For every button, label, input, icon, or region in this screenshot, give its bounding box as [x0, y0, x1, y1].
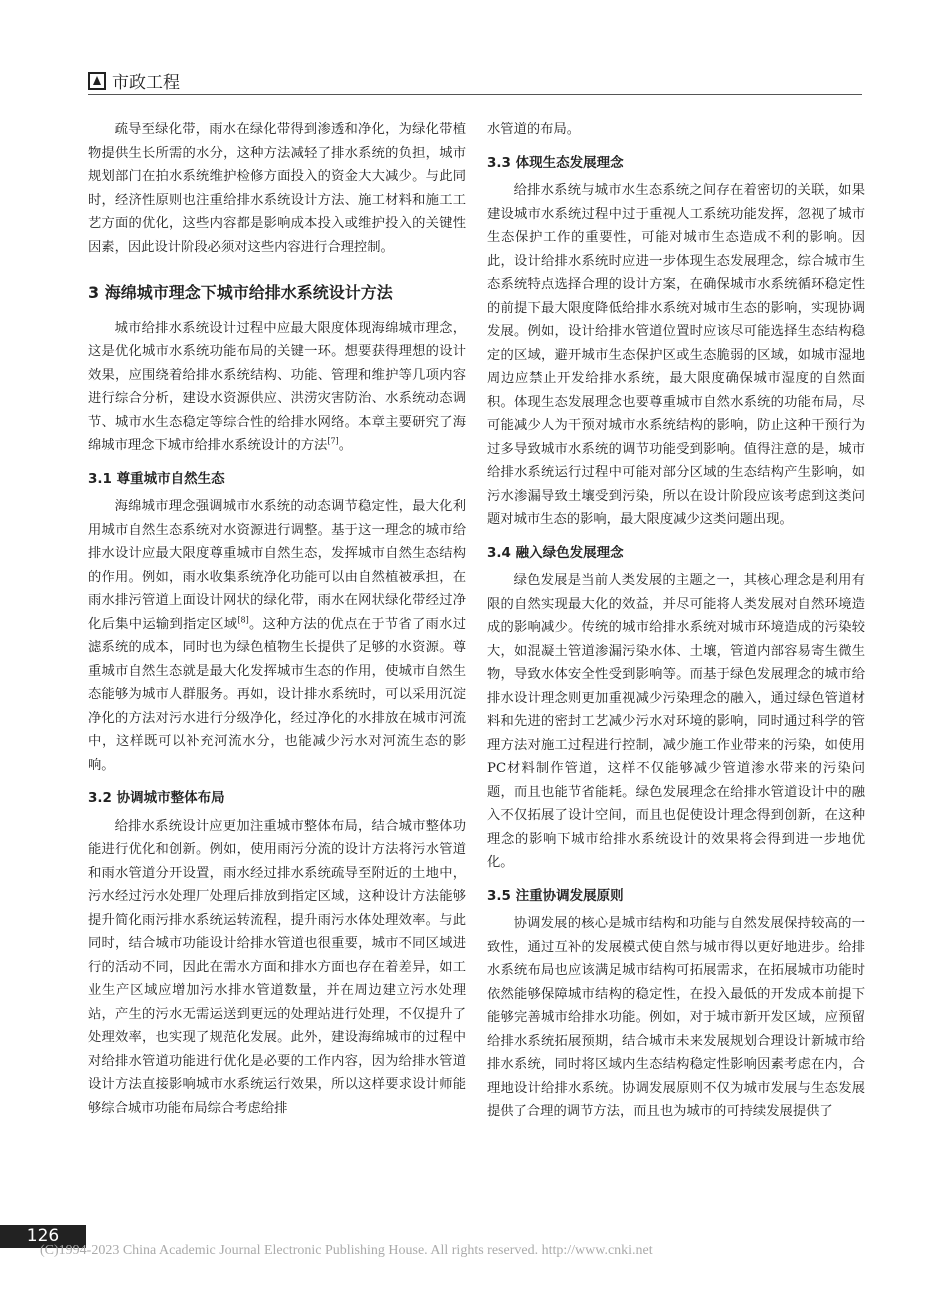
- paragraph: 给排水系统与城市水生态系统之间存在着密切的关联，如果建设城市水系统过程中过于重视人工系统功能发挥，忽视了城市生态保护工作的重要性，可能对城市生态造成不利的影响。因此，设计给排水系统时应进一步体现生态发展理念，综合城市生态系统特点选择合理的设计方案，在确保城市水系统循环稳定性的前提下最大限度降低给排水系统对城市生态的影响，实现协调发展。例如，设计给排水管道位置时应该尽可能选择生态结构稳定的区域，避开城市生态保护区或生态脆弱的区域，如城市湿地周边应禁止开发给排水系统，最大限度确保城市湿度的自然面积。体现生态发展理念也要尊重城市自然水系统的功能布局，尽可能减少人为干预对城市水系统结构的影响，防止这种干预行为过多导致城市水系统的调节功能受到影响。值得注意的是，城市给排水系统运行过程中可能对部分区域的生态结构产生影响，如污水渗漏导致土壤受到污染，所以在设计阶段应该考虑到这类问题对城市生态的影响，最大限度减少这类问题出现。: [487, 183, 865, 527]
- section-heading-3: 3 海绵城市理念下城市给排水系统设计方法: [88, 283, 393, 302]
- running-header: [88, 68, 180, 93]
- journal-logo-icon: [88, 72, 106, 90]
- paragraph: 绿色发展是当前人类发展的主题之一，其核心理念是利用有限的自然实现最大化的效益，并尽可能将人类发展对自然环境造成的影响减少。传统的城市给排水系统对城市环境造成的污染较大，如混凝土管道渗漏污染水体、土壤，管道内部容易寄生微生物，导致水体安全性受到影响等。而基于绿色发展理念的城市给排水设计理念则更加重视减少污染理念的融入，通过绿色管道材料和先进的密封工艺减少污水对环境的影响，同时通过科学的管理方法对施工过程进行控制，减少施工作业带来的污染，如使用PC材料制作管道，这样不仅能够减少管道渗水带来的污染问题，而且也能节省能耗。绿色发展理念在给排水管道设计中的融入不仅拓展了设计空间，而且也促使设计理念得到创新，在这种理念的影响下城市给排水系统设计的效果将会得到进一步地优化。: [487, 573, 865, 870]
- left-column: [88, 118, 466, 1120]
- subsection-heading-3-5: 3.5 注重协调发展原则: [487, 887, 624, 904]
- page-number: 126: [0, 1225, 86, 1248]
- paragraph: 水管道的布局。: [487, 122, 581, 137]
- subsection-heading-3-1: 3.1 尊重城市自然生态: [88, 470, 225, 487]
- paragraph: 疏导至绿化带，雨水在绿化带得到渗透和净化，为绿化带植物提供生长所需的水分，这种方法减轻了排水系统的负担，城市规划部门在拍水系统维护检修方面投入的资金大大减少。与此同时，经济性原则也注重给排水系统设计方法、施工材料和施工工艺方面的优化，这些内容都是影响成本投入或维护投入的关键性因素，因此设计阶段必须对这些内容进行合理控制。: [88, 122, 466, 255]
- citation-ref: [7]: [327, 436, 339, 446]
- paragraph: 协调发展的核心是城市结构和功能与自然发展保持较高的一致性，通过互补的发展模式使自然与城市得以更好地进步。给排水系统布局也应该满足城市结构可拓展需求，在拓展城市功能时依然能够保障城市结构的稳定性，在投入最低的开发成本前提下能够完善城市给排水功能。例如，对于城市新开发区域，应预留给排水系统拓展预期，结合城市未来发展规划合理设计新城市给排水系统，同时将区域内生态结构稳定性影响因素考虑在内，合理地设计给排水系统。协调发展原则不仅为城市发展与生态发展提供了合理的调节方法，而且也为城市的可持续发展提供了: [487, 916, 865, 1119]
- paragraph: 城市给排水系统设计过程中应最大限度体现海绵城市理念，这是优化城市水系统功能布局的关键一环。想要获得理想的设计效果，应围绕着给排水系统结构、功能、管理和维护等几项内容进行综合分析，建设水资源供应、洪涝灾害防治、水系统动态调节、城市水生态稳定等综合性的给排水网络。本章主要研究了海绵城市理念下城市给排水系统设计的方法[7]。: [88, 320, 466, 453]
- paragraph: 海绵城市理念强调城市水系统的动态调节稳定性，最大化利用城市自然生态系统对水资源进行调整。基于这一理念的城市给排水设计应最大限度尊重城市自然生态，发挥城市自然生态结构的作用。例如，雨水收集系统净化功能可以由自然植被承担，在雨水排污管道上面设计网状的绿化带，雨水在网状绿化带经过净化后集中运输到指定区域[8]。这种方法的优点在于节省了雨水过滤系统的成本，同时也为绿色植物生长提供了足够的水资源。尊重城市自然生态就是最大化发挥城市生态的作用，使城市自然生态能够为城市人群服务。再如，设计排水系统时，可以采用沉淀净化的方法对污水进行分级净化，经过净化的水排放在城市河流中，这样既可以补充河流水分，也能减少污水对河流生态的影响。: [88, 499, 467, 773]
- paragraph: 给排水系统设计应更加注重城市整体布局，结合城市整体功能进行优化和创新。例如，使用雨污分流的设计方法将污水管道和雨水管道分开设置，雨水经过排水系统疏导至附近的土地中，污水经过污水处理厂处理后排放到指定区域，这种设计方法能够提升简化雨污排水系统运转流程，提升雨污水体处理效率。与此同时，结合城市功能设计给排水管道也很重要，城市不同区域进行的活动不同，因此在需水方面和排水方面也存在着差异，如工业生产区域应增加污水排水管道数量，并在周边建立污水处理站，产生的污水无需运送到更远的处理站进行处理，不仅提升了处理效率，也实现了规范化发展。此外，建设海绵城市的过程中对给排水管道功能进行优化是必要的工作内容，因为给排水管道设计方法直接影响城市水系统运行效果，所以这样要求设计师能够综合城市功能布局综合考虑给排: [88, 818, 466, 1116]
- right-column: [487, 118, 865, 1124]
- citation-ref: [8]: [237, 615, 249, 625]
- header-divider: [88, 94, 862, 95]
- subsection-heading-3-4: 3.4 融入绿色发展理念: [487, 544, 624, 561]
- subsection-heading-3-2: 3.2 协调城市整体布局: [88, 790, 225, 806]
- subsection-heading-3-3: 3.3 体现生态发展理念: [487, 154, 624, 171]
- copyright-footer: (C)1994-2023 China Academic Journal Electronic Publishing House. All rights reserved. http://www.cnki.net: [40, 1243, 653, 1258]
- journal-title: 市政工程: [112, 73, 180, 93]
